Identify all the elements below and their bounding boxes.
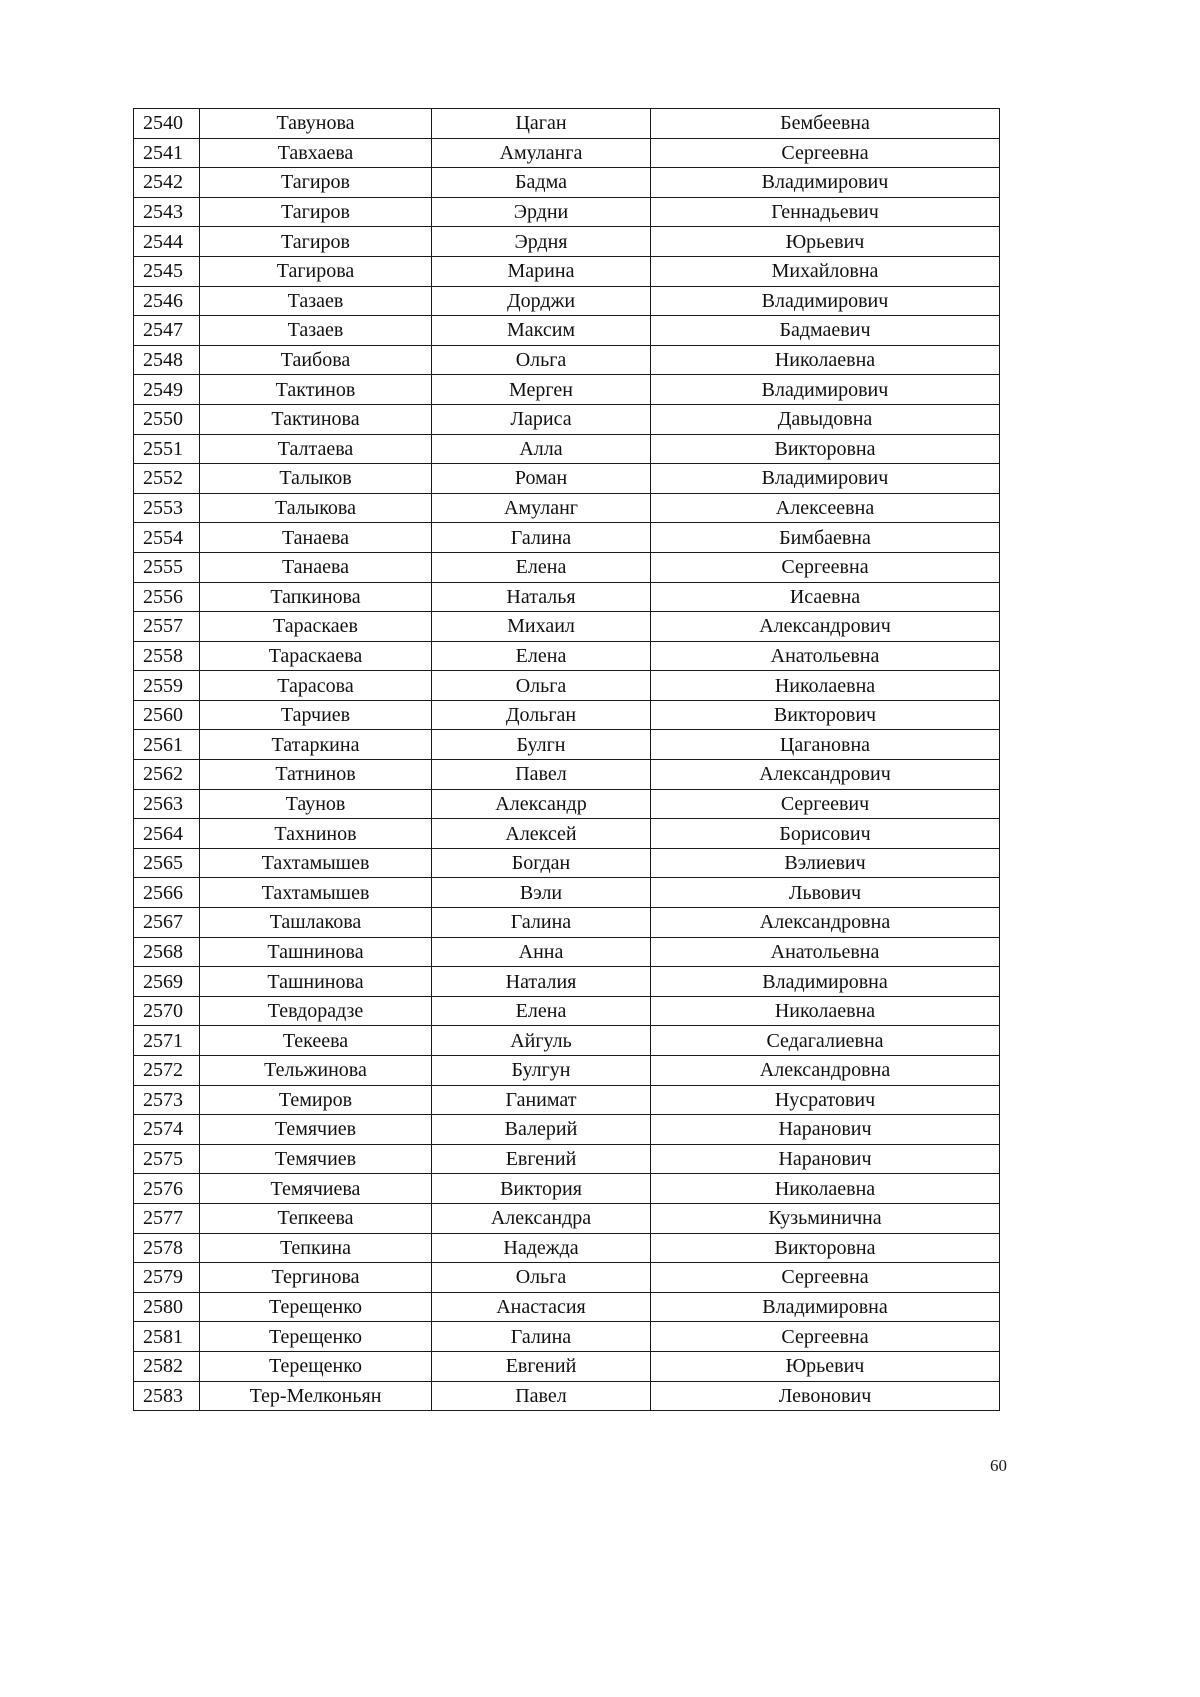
last-name-cell: Таибова bbox=[200, 345, 432, 375]
first-name-cell: Ганимат bbox=[432, 1085, 651, 1115]
row-number-cell: 2568 bbox=[134, 937, 200, 967]
first-name-cell: Марина bbox=[432, 256, 651, 286]
row-number-cell: 2572 bbox=[134, 1056, 200, 1086]
table-row bbox=[134, 848, 1000, 878]
last-name-cell: Тавунова bbox=[200, 109, 432, 139]
first-name-cell: Галина bbox=[432, 523, 651, 553]
patronymic-cell: Бадмаевич bbox=[651, 316, 1000, 346]
last-name-cell: Тахнинов bbox=[200, 819, 432, 849]
first-name-cell: Павел bbox=[432, 1381, 651, 1411]
table-row bbox=[134, 700, 1000, 730]
last-name-cell: Темячиев bbox=[200, 1115, 432, 1145]
last-name-cell: Ташнинова bbox=[200, 937, 432, 967]
last-name-cell: Тагиров bbox=[200, 197, 432, 227]
last-name-cell: Тактинов bbox=[200, 375, 432, 405]
table-row bbox=[134, 730, 1000, 760]
patronymic-cell: Сергеевна bbox=[651, 138, 1000, 168]
patronymic-cell: Николаевна bbox=[651, 671, 1000, 701]
table-row bbox=[134, 1144, 1000, 1174]
patronymic-cell: Николаевна bbox=[651, 345, 1000, 375]
last-name-cell: Ташлакова bbox=[200, 908, 432, 938]
first-name-cell: Цаган bbox=[432, 109, 651, 139]
table-row bbox=[134, 316, 1000, 346]
last-name-cell: Темиров bbox=[200, 1085, 432, 1115]
patronymic-cell: Давыдовна bbox=[651, 404, 1000, 434]
patronymic-cell: Владимирович bbox=[651, 464, 1000, 494]
last-name-cell: Темячиев bbox=[200, 1144, 432, 1174]
patronymic-cell: Сергеевна bbox=[651, 552, 1000, 582]
first-name-cell: Анна bbox=[432, 937, 651, 967]
first-name-cell: Наталья bbox=[432, 582, 651, 612]
patronymic-cell: Сергеевна bbox=[651, 1322, 1000, 1352]
row-number-cell: 2576 bbox=[134, 1174, 200, 1204]
first-name-cell: Дорджи bbox=[432, 286, 651, 316]
table-row bbox=[134, 168, 1000, 198]
last-name-cell: Тахтамышев bbox=[200, 878, 432, 908]
patronymic-cell: Наранович bbox=[651, 1144, 1000, 1174]
patronymic-cell: Викторович bbox=[651, 700, 1000, 730]
row-number-cell: 2580 bbox=[134, 1292, 200, 1322]
patronymic-cell: Владимирович bbox=[651, 168, 1000, 198]
last-name-cell: Тергинова bbox=[200, 1263, 432, 1293]
row-number-cell: 2564 bbox=[134, 819, 200, 849]
first-name-cell: Амуланга bbox=[432, 138, 651, 168]
first-name-cell: Максим bbox=[432, 316, 651, 346]
first-name-cell: Надежда bbox=[432, 1233, 651, 1263]
table-row bbox=[134, 197, 1000, 227]
first-name-cell: Эрдня bbox=[432, 227, 651, 257]
last-name-cell: Тахтамышев bbox=[200, 848, 432, 878]
table-row bbox=[134, 819, 1000, 849]
last-name-cell: Тагирова bbox=[200, 256, 432, 286]
table-row bbox=[134, 760, 1000, 790]
first-name-cell: Вэли bbox=[432, 878, 651, 908]
table-row bbox=[134, 1026, 1000, 1056]
last-name-cell: Текеева bbox=[200, 1026, 432, 1056]
last-name-cell: Танаева bbox=[200, 552, 432, 582]
table-row bbox=[134, 227, 1000, 257]
table-row bbox=[134, 434, 1000, 464]
first-name-cell: Богдан bbox=[432, 848, 651, 878]
patronymic-cell: Цагановна bbox=[651, 730, 1000, 760]
table-row bbox=[134, 996, 1000, 1026]
table-row bbox=[134, 967, 1000, 997]
last-name-cell: Темячиева bbox=[200, 1174, 432, 1204]
row-number-cell: 2566 bbox=[134, 878, 200, 908]
patronymic-cell: Бимбаевна bbox=[651, 523, 1000, 553]
patronymic-cell: Анатольевна bbox=[651, 641, 1000, 671]
first-name-cell: Айгуль bbox=[432, 1026, 651, 1056]
patronymic-cell: Николаевна bbox=[651, 996, 1000, 1026]
row-number-cell: 2561 bbox=[134, 730, 200, 760]
row-number-cell: 2582 bbox=[134, 1351, 200, 1381]
row-number-cell: 2541 bbox=[134, 138, 200, 168]
table-row bbox=[134, 1085, 1000, 1115]
patronymic-cell: Вэлиевич bbox=[651, 848, 1000, 878]
patronymic-cell: Александровна bbox=[651, 1056, 1000, 1086]
table-row bbox=[134, 552, 1000, 582]
first-name-cell: Галина bbox=[432, 908, 651, 938]
table-row bbox=[134, 789, 1000, 819]
table-row bbox=[134, 375, 1000, 405]
table-row bbox=[134, 1115, 1000, 1145]
table-row bbox=[134, 582, 1000, 612]
last-name-cell: Тепкеева bbox=[200, 1203, 432, 1233]
last-name-cell: Тагиров bbox=[200, 168, 432, 198]
row-number-cell: 2579 bbox=[134, 1263, 200, 1293]
last-name-cell: Тагиров bbox=[200, 227, 432, 257]
table-row bbox=[134, 1233, 1000, 1263]
table-row bbox=[134, 908, 1000, 938]
page-number: 60 bbox=[990, 1456, 1007, 1475]
patronymic-cell: Владимировна bbox=[651, 1292, 1000, 1322]
table-row bbox=[134, 464, 1000, 494]
table-row bbox=[134, 109, 1000, 139]
first-name-cell: Ольга bbox=[432, 1263, 651, 1293]
row-number-cell: 2567 bbox=[134, 908, 200, 938]
last-name-cell: Ташнинова bbox=[200, 967, 432, 997]
patronymic-cell: Геннадьевич bbox=[651, 197, 1000, 227]
last-name-cell: Талыков bbox=[200, 464, 432, 494]
first-name-cell: Анастасия bbox=[432, 1292, 651, 1322]
roster-table bbox=[133, 108, 1000, 1411]
patronymic-cell: Владимировна bbox=[651, 967, 1000, 997]
last-name-cell: Тавхаева bbox=[200, 138, 432, 168]
row-number-cell: 2571 bbox=[134, 1026, 200, 1056]
row-number-cell: 2574 bbox=[134, 1115, 200, 1145]
patronymic-cell: Кузьминична bbox=[651, 1203, 1000, 1233]
last-name-cell: Тараскаев bbox=[200, 612, 432, 642]
patronymic-cell: Владимирович bbox=[651, 286, 1000, 316]
last-name-cell: Тевдорадзе bbox=[200, 996, 432, 1026]
patronymic-cell: Николаевна bbox=[651, 1174, 1000, 1204]
first-name-cell: Елена bbox=[432, 641, 651, 671]
row-number-cell: 2547 bbox=[134, 316, 200, 346]
table-row bbox=[134, 641, 1000, 671]
last-name-cell: Танаева bbox=[200, 523, 432, 553]
first-name-cell: Александра bbox=[432, 1203, 651, 1233]
row-number-cell: 2569 bbox=[134, 967, 200, 997]
last-name-cell: Тактинова bbox=[200, 404, 432, 434]
first-name-cell: Булгн bbox=[432, 730, 651, 760]
last-name-cell: Таунов bbox=[200, 789, 432, 819]
first-name-cell: Виктория bbox=[432, 1174, 651, 1204]
last-name-cell: Талыкова bbox=[200, 493, 432, 523]
patronymic-cell: Сергеевич bbox=[651, 789, 1000, 819]
last-name-cell: Талтаева bbox=[200, 434, 432, 464]
table-row bbox=[134, 286, 1000, 316]
row-number-cell: 2543 bbox=[134, 197, 200, 227]
first-name-cell: Елена bbox=[432, 552, 651, 582]
row-number-cell: 2549 bbox=[134, 375, 200, 405]
row-number-cell: 2545 bbox=[134, 256, 200, 286]
row-number-cell: 2562 bbox=[134, 760, 200, 790]
patronymic-cell: Юрьевич bbox=[651, 1351, 1000, 1381]
table-row bbox=[134, 1322, 1000, 1352]
patronymic-cell: Александровна bbox=[651, 908, 1000, 938]
patronymic-cell: Александрович bbox=[651, 612, 1000, 642]
last-name-cell: Терещенко bbox=[200, 1292, 432, 1322]
table-row bbox=[134, 138, 1000, 168]
table-row bbox=[134, 1174, 1000, 1204]
patronymic-cell: Викторовна bbox=[651, 1233, 1000, 1263]
patronymic-cell: Юрьевич bbox=[651, 227, 1000, 257]
first-name-cell: Ольга bbox=[432, 345, 651, 375]
table-row bbox=[134, 345, 1000, 375]
first-name-cell: Наталия bbox=[432, 967, 651, 997]
patronymic-cell: Борисович bbox=[651, 819, 1000, 849]
table-row bbox=[134, 404, 1000, 434]
first-name-cell: Михаил bbox=[432, 612, 651, 642]
patronymic-cell: Исаевна bbox=[651, 582, 1000, 612]
row-number-cell: 2551 bbox=[134, 434, 200, 464]
table-row bbox=[134, 1056, 1000, 1086]
first-name-cell: Алексей bbox=[432, 819, 651, 849]
row-number-cell: 2558 bbox=[134, 641, 200, 671]
row-number-cell: 2554 bbox=[134, 523, 200, 553]
patronymic-cell: Анатольевна bbox=[651, 937, 1000, 967]
first-name-cell: Ольга bbox=[432, 671, 651, 701]
last-name-cell: Терещенко bbox=[200, 1351, 432, 1381]
row-number-cell: 2563 bbox=[134, 789, 200, 819]
row-number-cell: 2550 bbox=[134, 404, 200, 434]
first-name-cell: Роман bbox=[432, 464, 651, 494]
last-name-cell: Терещенко bbox=[200, 1322, 432, 1352]
patronymic-cell: Бембеевна bbox=[651, 109, 1000, 139]
row-number-cell: 2546 bbox=[134, 286, 200, 316]
first-name-cell: Мерген bbox=[432, 375, 651, 405]
table-row bbox=[134, 671, 1000, 701]
first-name-cell: Галина bbox=[432, 1322, 651, 1352]
row-number-cell: 2570 bbox=[134, 996, 200, 1026]
patronymic-cell: Викторовна bbox=[651, 434, 1000, 464]
table-row bbox=[134, 1292, 1000, 1322]
last-name-cell: Тапкинова bbox=[200, 582, 432, 612]
table-row bbox=[134, 937, 1000, 967]
last-name-cell: Тараскаева bbox=[200, 641, 432, 671]
patronymic-cell: Алексеевна bbox=[651, 493, 1000, 523]
last-name-cell: Тарчиев bbox=[200, 700, 432, 730]
table-row bbox=[134, 523, 1000, 553]
last-name-cell: Тазаев bbox=[200, 286, 432, 316]
table-row bbox=[134, 493, 1000, 523]
row-number-cell: 2578 bbox=[134, 1233, 200, 1263]
patronymic-cell: Седагалиевна bbox=[651, 1026, 1000, 1056]
first-name-cell: Евгений bbox=[432, 1144, 651, 1174]
row-number-cell: 2552 bbox=[134, 464, 200, 494]
table-row bbox=[134, 878, 1000, 908]
table-row bbox=[134, 612, 1000, 642]
first-name-cell: Булгун bbox=[432, 1056, 651, 1086]
row-number-cell: 2573 bbox=[134, 1085, 200, 1115]
patronymic-cell: Нусратович bbox=[651, 1085, 1000, 1115]
row-number-cell: 2559 bbox=[134, 671, 200, 701]
table-row bbox=[134, 1351, 1000, 1381]
patronymic-cell: Левонович bbox=[651, 1381, 1000, 1411]
first-name-cell: Александр bbox=[432, 789, 651, 819]
patronymic-cell: Наранович bbox=[651, 1115, 1000, 1145]
first-name-cell: Елена bbox=[432, 996, 651, 1026]
patronymic-cell: Михайловна bbox=[651, 256, 1000, 286]
first-name-cell: Алла bbox=[432, 434, 651, 464]
row-number-cell: 2575 bbox=[134, 1144, 200, 1174]
first-name-cell: Евгений bbox=[432, 1351, 651, 1381]
last-name-cell: Тарасова bbox=[200, 671, 432, 701]
row-number-cell: 2553 bbox=[134, 493, 200, 523]
last-name-cell: Тепкина bbox=[200, 1233, 432, 1263]
row-number-cell: 2557 bbox=[134, 612, 200, 642]
first-name-cell: Амуланг bbox=[432, 493, 651, 523]
table-row bbox=[134, 1381, 1000, 1411]
last-name-cell: Тер-Мелконьян bbox=[200, 1381, 432, 1411]
row-number-cell: 2560 bbox=[134, 700, 200, 730]
row-number-cell: 2544 bbox=[134, 227, 200, 257]
first-name-cell: Эрдни bbox=[432, 197, 651, 227]
first-name-cell: Бадма bbox=[432, 168, 651, 198]
table-row bbox=[134, 1263, 1000, 1293]
patronymic-cell: Александрович bbox=[651, 760, 1000, 790]
patronymic-cell: Сергеевна bbox=[651, 1263, 1000, 1293]
row-number-cell: 2583 bbox=[134, 1381, 200, 1411]
first-name-cell: Лариса bbox=[432, 404, 651, 434]
row-number-cell: 2542 bbox=[134, 168, 200, 198]
patronymic-cell: Владимирович bbox=[651, 375, 1000, 405]
first-name-cell: Павел bbox=[432, 760, 651, 790]
roster-table-body bbox=[134, 109, 1000, 1411]
row-number-cell: 2540 bbox=[134, 109, 200, 139]
row-number-cell: 2577 bbox=[134, 1203, 200, 1233]
first-name-cell: Валерий bbox=[432, 1115, 651, 1145]
last-name-cell: Тельжинова bbox=[200, 1056, 432, 1086]
row-number-cell: 2565 bbox=[134, 848, 200, 878]
row-number-cell: 2548 bbox=[134, 345, 200, 375]
table-row bbox=[134, 256, 1000, 286]
row-number-cell: 2581 bbox=[134, 1322, 200, 1352]
last-name-cell: Татнинов bbox=[200, 760, 432, 790]
row-number-cell: 2556 bbox=[134, 582, 200, 612]
last-name-cell: Татаркина bbox=[200, 730, 432, 760]
patronymic-cell: Львович bbox=[651, 878, 1000, 908]
first-name-cell: Дольган bbox=[432, 700, 651, 730]
row-number-cell: 2555 bbox=[134, 552, 200, 582]
last-name-cell: Тазаев bbox=[200, 316, 432, 346]
table-row bbox=[134, 1203, 1000, 1233]
